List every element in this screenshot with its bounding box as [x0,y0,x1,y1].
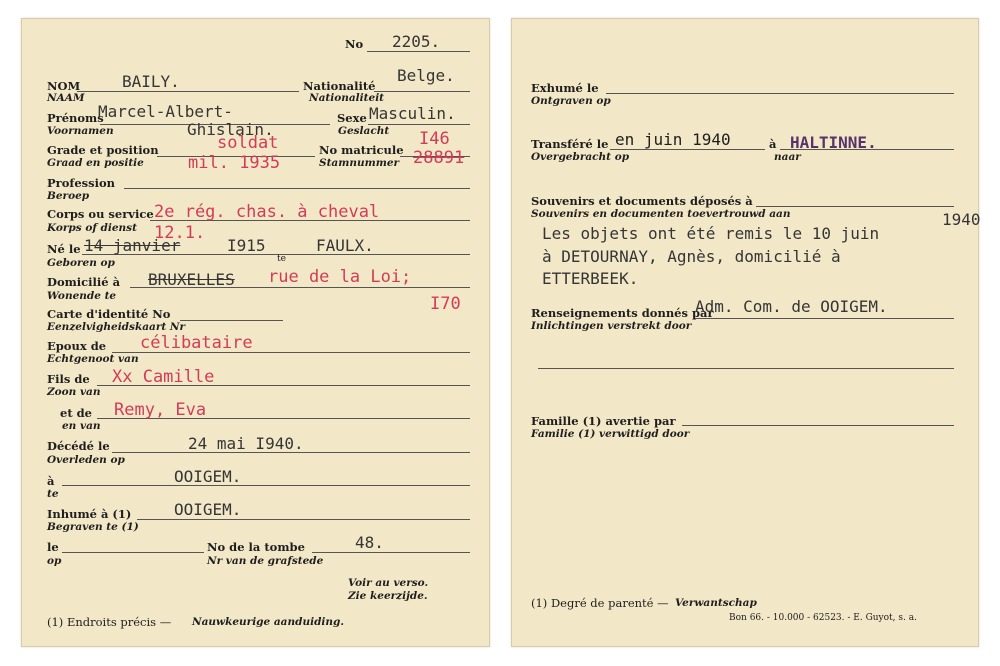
tombe-value: 48. [355,533,384,552]
nom-label: NOM [47,79,81,93]
graad-label: Graad en positie [47,157,144,169]
nationalite-line [374,91,470,92]
envan-label: en van [62,420,101,432]
famille-label: Famille (1) avertie par [531,414,676,428]
inhume-line [137,519,470,520]
grafstede-label: Nr van de grafstede [207,555,324,567]
matricule-label: No matricule [319,143,404,157]
grade-value-2: mil. 1935 [188,153,281,173]
souvenirs-line-2: à DETOURNAY, Agnès, domicilié à [542,247,841,266]
transfere-naar: naar [774,151,801,163]
domicile-street: rue de la Loi; [268,267,412,287]
a-line [62,485,470,486]
prenoms-value-1: Marcel-Albert- [98,102,233,121]
nationalite-label: Nationalité [303,79,376,93]
beroep-label: Beroep [47,190,90,202]
ne-te: te [277,254,286,264]
echtgenoot-label: Echtgenoot van [47,353,139,365]
sexe-label: Sexe [337,111,367,125]
famille-line [682,425,954,426]
stamnummer-label: Stamnummer [319,157,400,169]
epoux-value: célibataire [140,333,253,353]
inlichtingen-label: Inlichtingen verstrekt door [531,320,692,332]
nom-value: BAILY. [122,72,180,91]
card-number: 2205. [392,32,441,51]
a-label: à [47,474,55,488]
domicile-label: Domicilié à [47,275,121,289]
familie-label: Familie (1) verwittigd door [531,428,690,440]
exhume-line [606,93,954,94]
transfere-line [610,149,765,150]
renseignements-line [695,318,954,319]
le-line [62,552,204,553]
domicile-city: BRUXELLES [148,270,235,289]
matricule-value-2: 28891 [413,148,465,168]
renseignements-value: Adm. Com. de OOIGEM. [695,297,888,316]
etde-label: et de [60,406,92,420]
geboren-label: Geboren op [47,257,115,269]
etde-value: Remy, Eva [114,400,207,420]
footnote-left-fr: (1) Endroits précis — [47,615,172,629]
te-label: te [47,488,59,500]
tombe-label: No de la tombe [207,540,305,554]
ontgraven-label: Ontgraven op [531,95,611,107]
naam-label: NAAM [47,92,85,104]
fils-label: Fils de [47,372,90,386]
sexe-value: Masculin. [369,104,456,123]
number-line [367,51,470,52]
souvenirs-line-3: ETTERBEEK. [542,269,639,288]
grade-value-1: soldat [217,133,279,153]
voir-verso: Voir au verso. [348,577,429,589]
record-card-back [511,18,979,647]
corps-label: Corps ou service [47,207,154,221]
eenzelvigheid-label: Eenzelvigheidskaart Nr [47,321,185,333]
ne-year: I915 [227,236,266,255]
wonende-label: Wonende te [47,290,117,302]
transfere-date: en juin 1940 [615,130,731,149]
inhume-value: OOIGEM. [174,500,242,519]
corps-value-1: 2e rég. chas. à cheval [154,202,380,222]
transfere-a: à [769,137,777,151]
record-card-front [21,18,490,647]
souvenirs-line [756,206,954,207]
voornamen-label: Voornamen [47,125,114,137]
souvenirs-year: 1940 [942,210,981,229]
number-label: No [345,37,364,51]
prenoms-label: Prénoms [47,111,104,125]
nationaliteit-label: Nationaliteit [309,92,385,104]
exhume-label: Exhumé le [531,81,599,95]
le-label: le [47,540,59,554]
renseignements-label: Renseignements donnés par [531,306,714,320]
decede-value: 24 mai I940. [188,434,304,453]
printer-line: Bon 66. - 10.000 - 62523. - E. Guyot, s. a. [729,613,917,623]
ne-label: Né le [47,242,81,256]
profession-label: Profession [47,176,115,190]
corps-value-2: 12.1. [154,223,206,243]
footnote-right-fr: (1) Degré de parenté — [531,596,669,610]
nom-line [77,91,299,92]
transfere-place: HALTINNE. [790,133,877,152]
inhume-label: Inhumé à (1) [47,507,132,521]
ne-date-struck: 14 janvier [84,236,181,255]
grade-label: Grade et position [47,143,159,157]
overgebracht-label: Overgebracht op [531,151,630,163]
korps-label: Korps of dienst [47,222,137,234]
fils-value: Xx Camille [112,367,215,387]
domicile-number: I70 [430,294,461,314]
transfere-label: Transféré le [531,137,609,151]
carte-line [180,320,283,321]
ne-place: FAULX. [316,236,374,255]
geslacht-label: Geslacht [338,125,390,137]
prenoms-value-2: Ghislain. [187,120,274,139]
epoux-label: Epoux de [47,339,107,353]
footnote-left-nl: Nauwkeurige aanduiding. [192,616,345,628]
souvenirs-label: Souvenirs et documents déposés à [531,194,753,208]
nationalite-value: Belge. [397,66,455,85]
souvenirs-nl-label: Souvenirs en documenten toevertrouwd aan [531,208,791,220]
zie-keerzijde: Zie keerzijde. [348,590,428,602]
carte-label: Carte d'identité No [47,307,171,321]
matricule-value-1: I46 [419,129,450,149]
blank-line [538,368,954,369]
a-value: OOIGEM. [174,467,242,486]
souvenirs-line-1: Les objets ont été remis le 10 juin [542,224,880,243]
op-label: op [47,555,62,567]
tombe-line [312,552,470,553]
sexe-line [368,124,470,125]
begraven-label: Begraven te (1) [47,521,139,533]
overleden-label: Overleden op [47,454,125,466]
zoon-label: Zoon van [47,386,101,398]
footnote-right-nl: Verwantschap [675,597,757,609]
profession-line [124,188,470,189]
decede-label: Décédé le [47,439,110,453]
